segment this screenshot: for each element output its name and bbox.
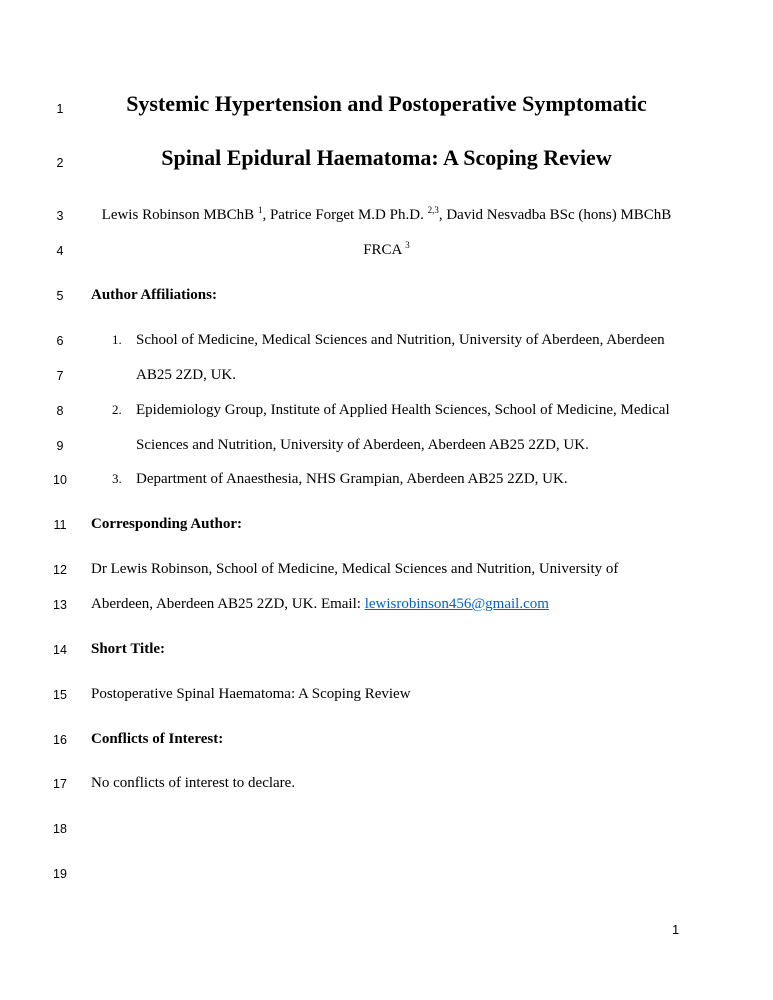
email-link[interactable]: lewisrobinson456@gmail.com <box>364 596 549 612</box>
list-number: 1. <box>112 332 122 347</box>
affiliation-text: Department of Anaesthesia, NHS Grampian, Aberdeen AB25 2ZD, UK. <box>136 471 568 487</box>
address-text: Aberdeen, Aberdeen AB25 2ZD, UK. Email: <box>91 596 365 612</box>
line-number: 10 <box>53 473 67 487</box>
line-number: 6 <box>56 334 64 348</box>
line-number: 7 <box>56 369 64 383</box>
line-number: 4 <box>56 244 64 258</box>
short-title-heading: Short Title: <box>91 641 166 657</box>
affiliation-marker: 2,3 <box>427 205 439 215</box>
line-number: 16 <box>53 733 67 747</box>
corresponding-author-heading: Corresponding Author: <box>91 516 242 532</box>
line-number: 18 <box>53 822 67 836</box>
line-number: 1 <box>56 102 64 116</box>
affiliations-heading: Author Affiliations: <box>91 287 217 303</box>
author-name: , Patrice Forget M.D Ph.D. <box>262 207 428 223</box>
list-number: 3. <box>112 471 122 486</box>
short-title-text: Postoperative Spinal Haematoma: A Scoping Review <box>91 686 411 702</box>
line-number: 11 <box>53 518 67 532</box>
paper-title-line-2: Spinal Epidural Haematoma: A Scoping Review <box>161 145 612 170</box>
line-number: 17 <box>53 777 67 791</box>
affiliation-text: AB25 2ZD, UK. <box>136 367 236 383</box>
line-number: 5 <box>56 289 64 303</box>
corresponding-author-text: Dr Lewis Robinson, School of Medicine, Medical Sciences and Nutrition, University of <box>91 561 619 577</box>
author-name: , David Nesvadba BSc (hons) MBChB <box>438 207 672 223</box>
line-number: 14 <box>53 643 67 657</box>
affiliation-text: Epidemiology Group, Institute of Applied Health Sciences, School of Medicine, Medical <box>136 402 670 418</box>
affiliation-marker: 3 <box>405 240 410 250</box>
author-degree: FRCA <box>363 242 406 258</box>
line-number: 3 <box>56 209 64 223</box>
affiliation-marker: 1 <box>257 205 263 215</box>
line-number: 19 <box>53 867 67 881</box>
corresponding-author-text <box>91 595 549 613</box>
author-list <box>0 206 773 224</box>
author-list-continued <box>0 241 773 259</box>
line-number: 2 <box>56 156 64 170</box>
conflicts-text: No conflicts of interest to declare. <box>91 775 296 791</box>
line-number: 8 <box>56 404 64 418</box>
line-number: 9 <box>56 439 64 453</box>
affiliation-text: Sciences and Nutrition, University of Aberdeen, Aberdeen AB25 2ZD, UK. <box>136 437 589 453</box>
line-number: 12 <box>53 563 67 577</box>
list-number: 2. <box>112 402 122 417</box>
page-number: 1 <box>672 922 680 937</box>
line-number: 13 <box>53 598 67 612</box>
paper-title-line-1: Systemic Hypertension and Postoperative Symptomatic <box>126 91 647 116</box>
conflicts-heading: Conflicts of Interest: <box>91 731 224 747</box>
line-number: 15 <box>53 688 67 702</box>
affiliation-text: School of Medicine, Medical Sciences and Nutrition, University of Aberdeen, Aberdeen <box>136 332 665 348</box>
author-name: Lewis Robinson MBChB <box>101 207 258 223</box>
